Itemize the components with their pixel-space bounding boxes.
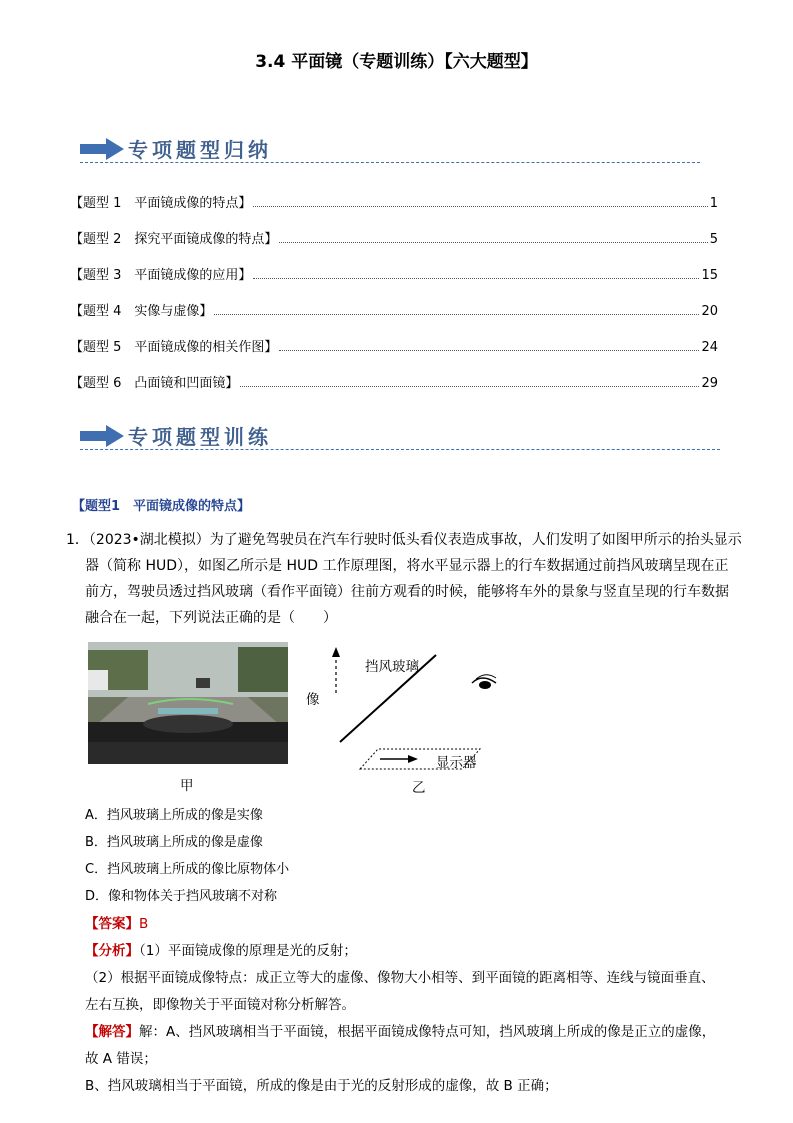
toc-item[interactable] xyxy=(70,192,718,212)
toc-item-page: 15 xyxy=(701,268,718,283)
answer-line xyxy=(85,912,148,932)
solution-line: B、挡风玻璃相当于平面镜，所成的像是由于光的反射形成的虚像，故 B 正确； xyxy=(85,1078,558,1094)
divider xyxy=(80,449,720,450)
section-heading: 【题型1 平面镜成像的特点】 xyxy=(72,499,251,514)
figure-caption-b: 乙 xyxy=(412,780,426,796)
answer-label: 【答案】 xyxy=(85,916,139,932)
hud-photo xyxy=(88,642,288,764)
question-line: 前方，驾驶员透过挡风玻璃（看作平面镜）往前方观看的时候，能够将车外的景象与竖直呈现的行车数据 xyxy=(85,584,729,600)
label-image: 像 xyxy=(306,692,320,708)
analysis-line: （2）根据平面镜成像特点：成正立等大的虚像、像物大小相等、到平面镜的距离相等、连线与镜面垂直、 xyxy=(85,970,715,986)
section-banner-training xyxy=(80,421,720,451)
question-line: 融合在一起，下列说法正确的是（ ） xyxy=(85,610,337,626)
toc-item[interactable] xyxy=(70,300,718,320)
solution-line: 【解答】解：A、挡风玻璃相当于平面镜，根据平面镜成像特点可知，挡风玻璃上所成的像是正立的虚像， xyxy=(85,1024,716,1040)
toc-item-page: 1 xyxy=(709,196,718,211)
toc-item-label: 【题型 6 凸面镜和凹面镜】 xyxy=(70,376,239,391)
toc-item[interactable] xyxy=(70,336,718,356)
toc-item-label: 【题型 1 平面镜成像的特点】 xyxy=(70,196,252,211)
analysis-line: 【分析】（1）平面镜成像的原理是光的反射； xyxy=(85,943,357,959)
solution-label: 【解答】 xyxy=(85,1024,139,1040)
toc-item-label: 【题型 5 平面镜成像的相关作图】 xyxy=(70,340,278,355)
question-line: 1．（2023•湖北模拟）为了避免驾驶员在汽车行驶时低头看仪表造成事故，人们发明了如图甲所示的抬头显示 xyxy=(66,532,742,548)
analysis-label: 【分析】 xyxy=(85,943,139,959)
page-title: 3.4 平面镜（专题训练）【六大题型】 xyxy=(255,52,538,72)
option-b[interactable]: B．挡风玻璃上所成的像是虚像 xyxy=(85,835,263,850)
toc-item[interactable] xyxy=(70,372,718,392)
toc-item-page: 5 xyxy=(709,232,718,247)
label-windshield: 挡风玻璃 xyxy=(365,659,419,675)
toc-item-label: 【题型 4 实像与虚像】 xyxy=(70,304,213,319)
analysis-line: 左右互换，即像物关于平面镜对称分析解答。 xyxy=(85,997,355,1013)
toc-item-page: 24 xyxy=(701,340,718,355)
question-line: 器（简称 HUD），如图乙所示是 HUD 工作原理图，将水平显示器上的行车数据通过前挡风玻璃呈现在正 xyxy=(85,558,729,574)
arrow-right-icon xyxy=(80,425,124,447)
divider xyxy=(80,162,700,163)
banner-title: 专项题型归纳 xyxy=(128,138,272,162)
label-display: 显示器 xyxy=(436,755,477,771)
option-d[interactable]: D．像和物体关于挡风玻璃不对称 xyxy=(85,889,278,904)
toc-item-page: 29 xyxy=(701,376,718,391)
answer-value: B xyxy=(139,916,149,932)
option-c[interactable]: C．挡风玻璃上所成的像比原物体小 xyxy=(85,862,290,877)
toc-item-label: 【题型 3 平面镜成像的应用】 xyxy=(70,268,252,283)
section-banner-summary xyxy=(80,134,720,164)
solution-line: 故 A 错误； xyxy=(85,1051,157,1067)
toc-item-page: 20 xyxy=(701,304,718,319)
toc-item[interactable] xyxy=(70,228,718,248)
eye-icon xyxy=(472,675,496,689)
banner-title: 专项题型训练 xyxy=(128,425,272,449)
toc-item[interactable] xyxy=(70,264,718,284)
figure-caption-a: 甲 xyxy=(180,778,194,794)
toc-item-label: 【题型 2 探究平面镜成像的特点】 xyxy=(70,232,278,247)
option-a[interactable]: A．挡风玻璃上所成的像是实像 xyxy=(85,808,263,823)
arrow-right-icon xyxy=(80,138,124,160)
